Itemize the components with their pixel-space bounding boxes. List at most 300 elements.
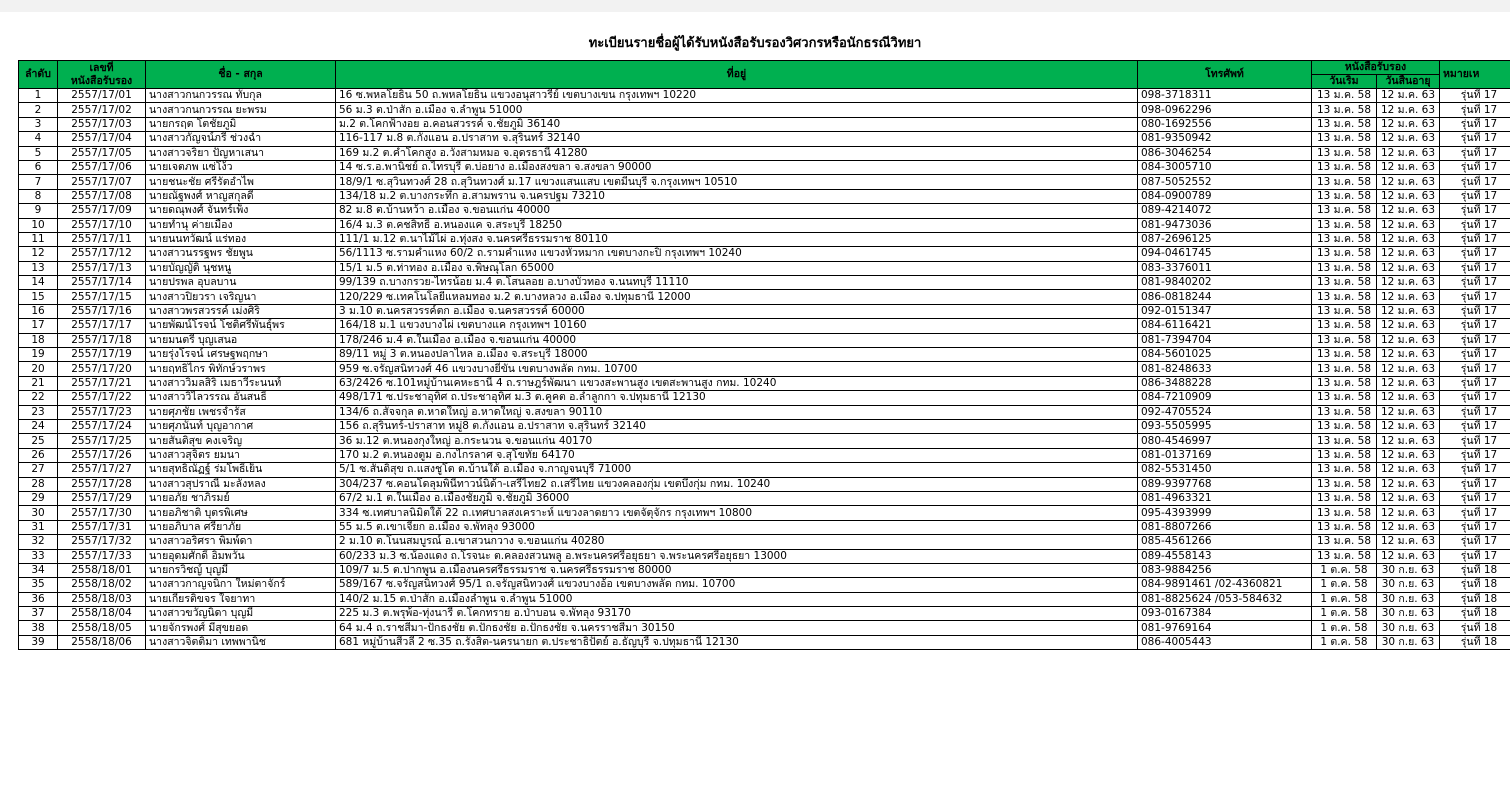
row-no: 30 (19, 506, 58, 520)
row-name: นางสาวสุจิตร ยมนา (146, 448, 336, 462)
row-cert-no: 2557/17/19 (58, 348, 146, 362)
row-batch: รุ่นที่ 17 (1440, 405, 1510, 419)
row-address: ม.2 ต.โคกฟ้างอย อ.คอนสวรรค์ จ.ชัยภูมิ 36140 (336, 117, 1138, 131)
row-expire-date: 12 ม.ค. 63 (1377, 376, 1440, 390)
row-address: 140/2 ม.15 ต.ป่าสัก อ.เมืองลำพูน จ.ลำพูน 51000 (336, 592, 1138, 606)
row-phone: 084-0900789 (1138, 189, 1312, 203)
row-batch: รุ่นที่ 17 (1440, 160, 1510, 174)
row-no: 21 (19, 376, 58, 390)
row-batch: รุ่นที่ 17 (1440, 506, 1510, 520)
table-row (19, 506, 1510, 520)
row-address: 14 ซ.ร.อ.พานิชย์ ถ.ไทรบุรี ต.บ่อยาง อ.เมืองสงขลา จ.สงขลา 90000 (336, 160, 1138, 174)
row-expire-date: 12 ม.ค. 63 (1377, 448, 1440, 462)
table-row (19, 563, 1510, 577)
row-expire-date: 30 ก.ย. 63 (1377, 607, 1440, 621)
row-cert-no: 2558/18/06 (58, 635, 146, 649)
row-start-date: 13 ม.ค. 58 (1312, 419, 1377, 433)
row-phone: 080-4546997 (1138, 434, 1312, 448)
row-cert-no: 2557/17/27 (58, 463, 146, 477)
row-no: 26 (19, 448, 58, 462)
row-start-date: 13 ม.ค. 58 (1312, 232, 1377, 246)
row-cert-no: 2557/17/33 (58, 549, 146, 563)
row-no: 17 (19, 319, 58, 333)
row-expire-date: 12 ม.ค. 63 (1377, 290, 1440, 304)
row-address: 170 ม.2 ต.หนองตูม อ.กงไกรลาศ จ.สุโขทัย 64170 (336, 448, 1138, 462)
row-name: นายนนทวัฒน์ แร่ทอง (146, 232, 336, 246)
row-no: 29 (19, 491, 58, 505)
row-cert-no: 2557/17/24 (58, 419, 146, 433)
row-batch: รุ่นที่ 17 (1440, 434, 1510, 448)
row-name: นายอภิชาติ บุตรพิเศษ (146, 506, 336, 520)
row-cert-no: 2557/17/26 (58, 448, 146, 462)
table-row (19, 491, 1510, 505)
row-phone: 098-3718311 (1138, 89, 1312, 103)
row-address: 56/1113 ซ.รามคำแหง 60/2 ถ.รามคำแหง แขวงหัวหมาก เขตบางกะปิ กรุงเทพฯ 10240 (336, 247, 1138, 261)
row-batch: รุ่นที่ 17 (1440, 535, 1510, 549)
row-cert-no: 2557/17/06 (58, 160, 146, 174)
row-phone: 084-3005710 (1138, 160, 1312, 174)
table-row (19, 146, 1510, 160)
row-address: 89/11 หมู่ 3 ต.หนองปลาไหล อ.เมือง จ.สระบุรี 18000 (336, 348, 1138, 362)
row-no: 27 (19, 463, 58, 477)
row-batch: รุ่นที่ 17 (1440, 175, 1510, 189)
row-batch: รุ่นที่ 18 (1440, 621, 1510, 635)
row-batch: รุ่นที่ 17 (1440, 419, 1510, 433)
row-expire-date: 12 ม.ค. 63 (1377, 247, 1440, 261)
row-expire-date: 12 ม.ค. 63 (1377, 549, 1440, 563)
row-no: 28 (19, 477, 58, 491)
row-cert-no: 2557/17/02 (58, 103, 146, 117)
row-start-date: 13 ม.ค. 58 (1312, 391, 1377, 405)
row-batch: รุ่นที่ 17 (1440, 89, 1510, 103)
row-cert-no: 2557/17/04 (58, 132, 146, 146)
table-row (19, 175, 1510, 189)
row-phone: 087-2696125 (1138, 232, 1312, 246)
row-phone: 081-8825624 /053-584632 (1138, 592, 1312, 606)
row-start-date: 1 ต.ค. 58 (1312, 592, 1377, 606)
row-address: 334 ซ.เทศบาลนิมิตใต้ 22 ถ.เทศบาลสงเคราะห์ แขวงลาดยาว เขตจัตุจักร กรุงเทพฯ 10800 (336, 506, 1138, 520)
row-address: 56 ม.3 ต.ป่าสัก อ.เมือง จ.ลำพูน 51000 (336, 103, 1138, 117)
row-no: 13 (19, 261, 58, 275)
row-cert-no: 2557/17/23 (58, 405, 146, 419)
table-row (19, 348, 1510, 362)
row-name: นายกรฤต โตชัยภูมิ (146, 117, 336, 131)
row-cert-no: 2557/17/16 (58, 304, 146, 318)
row-batch: รุ่นที่ 18 (1440, 578, 1510, 592)
table-row (19, 621, 1510, 635)
row-address: 55 ม.5 ต.เขาเจียก อ.เมือง จ.พัทลุง 93000 (336, 520, 1138, 534)
row-phone: 084-7210909 (1138, 391, 1312, 405)
row-batch: รุ่นที่ 17 (1440, 261, 1510, 275)
row-batch: รุ่นที่ 17 (1440, 103, 1510, 117)
row-address: 64 ม.4 ถ.ราชสีมา-ปักธงชัย ต.ปักธงชัย อ.ปักธงชัย จ.นครราชสีมา 30150 (336, 621, 1138, 635)
row-no: 14 (19, 276, 58, 290)
row-name: นายสันติสุข คงเจริญ (146, 434, 336, 448)
row-phone: 081-0137169 (1138, 448, 1312, 462)
row-batch: รุ่นที่ 17 (1440, 218, 1510, 232)
row-cert-no: 2557/17/15 (58, 290, 146, 304)
row-no: 15 (19, 290, 58, 304)
row-address: 16 ซ.พหลโยธิน 50 ถ.พหลโยธิน แขวงอนุสาวรีย์ เขตบางเขน กรุงเทพฯ 10220 (336, 89, 1138, 103)
row-no: 5 (19, 146, 58, 160)
row-start-date: 13 ม.ค. 58 (1312, 333, 1377, 347)
row-phone: 098-0962296 (1138, 103, 1312, 117)
header-cert-no (58, 61, 146, 89)
row-name: นางสาวจิตติมา เทพพานิช (146, 635, 336, 649)
row-name: นายพัฒน์โรจน์ โชติศรีพันธุ์พร (146, 319, 336, 333)
row-phone: 083-9884256 (1138, 563, 1312, 577)
row-cert-no: 2557/17/08 (58, 189, 146, 203)
row-expire-date: 12 ม.ค. 63 (1377, 506, 1440, 520)
row-batch: รุ่นที่ 17 (1440, 247, 1510, 261)
row-expire-date: 12 ม.ค. 63 (1377, 218, 1440, 232)
row-phone: 086-4005443 (1138, 635, 1312, 649)
row-address: 959 ซ.จรัญสนิทวงศ์ 46 แขวงบางยี่ขัน เขตบางพลัด กทม. 10700 (336, 362, 1138, 376)
row-no: 18 (19, 333, 58, 347)
row-expire-date: 12 ม.ค. 63 (1377, 276, 1440, 290)
row-address: 116-117 ม.8 ต.กังแอน อ.ปราสาท จ.สุรินทร์ 32140 (336, 132, 1138, 146)
row-batch: รุ่นที่ 17 (1440, 463, 1510, 477)
table-row (19, 535, 1510, 549)
row-expire-date: 12 ม.ค. 63 (1377, 160, 1440, 174)
row-expire-date: 12 ม.ค. 63 (1377, 319, 1440, 333)
row-batch: รุ่นที่ 18 (1440, 607, 1510, 621)
table-row (19, 290, 1510, 304)
row-expire-date: 30 ก.ย. 63 (1377, 621, 1440, 635)
row-phone: 092-0151347 (1138, 304, 1312, 318)
row-address: 63/2426 ซ.101หมู่บ้านเคหะธานี 4 ถ.ราษฎร์พัฒนา แขวงสะพานสูง เขตสะพานสูง กทม. 10240 (336, 376, 1138, 390)
table-row (19, 276, 1510, 290)
row-no: 1 (19, 89, 58, 103)
row-name: นายทำนุ ค่ายเมือง (146, 218, 336, 232)
row-no: 34 (19, 563, 58, 577)
header-start: วันเริ่ม (1312, 75, 1377, 89)
row-start-date: 13 ม.ค. 58 (1312, 535, 1377, 549)
registry-rows (19, 89, 1510, 650)
row-batch: รุ่นที่ 17 (1440, 204, 1510, 218)
row-name: นายอภัย ชาภิรมย์ (146, 491, 336, 505)
row-address: 67/2 ม.1 ต.ในเมือง อ.เมืองชัยภูมิ จ.ชัยภูมิ 36000 (336, 491, 1138, 505)
row-expire-date: 12 ม.ค. 63 (1377, 520, 1440, 534)
row-start-date: 13 ม.ค. 58 (1312, 160, 1377, 174)
row-address: 3 ม.10 ต.นครสวรรค์ตก อ.เมือง จ.นครสวรรค์ 60000 (336, 304, 1138, 318)
row-batch: รุ่นที่ 17 (1440, 276, 1510, 290)
row-cert-no: 2557/17/25 (58, 434, 146, 448)
table-row (19, 89, 1510, 103)
row-cert-no: 2557/17/12 (58, 247, 146, 261)
row-batch: รุ่นที่ 17 (1440, 549, 1510, 563)
row-no: 2 (19, 103, 58, 117)
row-address: 225 ม.3 ต.พรุพ้อ-ทุ่งนารี ต.โคกทราย อ.ป่าบอน จ.พัทลุง 93170 (336, 607, 1138, 621)
row-start-date: 13 ม.ค. 58 (1312, 348, 1377, 362)
row-phone: 081-9840202 (1138, 276, 1312, 290)
row-expire-date: 12 ม.ค. 63 (1377, 175, 1440, 189)
row-no: 37 (19, 607, 58, 621)
row-expire-date: 12 ม.ค. 63 (1377, 491, 1440, 505)
row-phone: 081-9350942 (1138, 132, 1312, 146)
top-toolbar-strip (0, 0, 1510, 12)
row-address: 178/246 ม.4 ต.ในเมือง อ.เมือง จ.ขอนแก่น 40000 (336, 333, 1138, 347)
row-expire-date: 12 ม.ค. 63 (1377, 434, 1440, 448)
row-no: 8 (19, 189, 58, 203)
header-cert-no-top: เลขที่ (89, 61, 114, 74)
table-row (19, 103, 1510, 117)
row-start-date: 13 ม.ค. 58 (1312, 491, 1377, 505)
row-cert-no: 2557/17/29 (58, 491, 146, 505)
row-batch: รุ่นที่ 17 (1440, 290, 1510, 304)
row-no: 10 (19, 218, 58, 232)
row-start-date: 13 ม.ค. 58 (1312, 89, 1377, 103)
row-expire-date: 12 ม.ค. 63 (1377, 405, 1440, 419)
row-cert-no: 2557/17/01 (58, 89, 146, 103)
row-cert-no: 2557/17/31 (58, 520, 146, 534)
row-batch: รุ่นที่ 18 (1440, 635, 1510, 649)
row-no: 16 (19, 304, 58, 318)
row-phone: 094-0461745 (1138, 247, 1312, 261)
row-expire-date: 12 ม.ค. 63 (1377, 535, 1440, 549)
table-row (19, 304, 1510, 318)
row-cert-no: 2557/17/22 (58, 391, 146, 405)
row-no: 39 (19, 635, 58, 649)
row-expire-date: 12 ม.ค. 63 (1377, 204, 1440, 218)
registry-table (18, 60, 1510, 650)
row-address: 111/1 ม.12 ต.นาไม้ไผ่ อ.ทุ่งสง จ.นครศรีธรรมราช 80110 (336, 232, 1138, 246)
row-start-date: 1 ต.ค. 58 (1312, 635, 1377, 649)
table-row (19, 477, 1510, 491)
row-expire-date: 12 ม.ค. 63 (1377, 477, 1440, 491)
row-address: 304/237 ซ.คอนโดลุมพินีทาวน์นิด้า-เสรีไทย2 ถ.เสรีไทย แขวงคลองกุ่ม เขตบึงกุ่ม กทม. 10240 (336, 477, 1138, 491)
row-address: 164/18 ม.1 แขวงบางไผ่ เขตบางแค กรุงเทพฯ 10160 (336, 319, 1138, 333)
row-name: นายฤทธิไกร พิทักษ์วราพร (146, 362, 336, 376)
row-batch: รุ่นที่ 17 (1440, 520, 1510, 534)
row-no: 4 (19, 132, 58, 146)
row-address: 36 ม.12 ต.หนองกุงใหญ่ อ.กระนวน จ.ขอนแก่น 40170 (336, 434, 1138, 448)
row-name: นายดณุพงศ์ จันทร์เพ็ง (146, 204, 336, 218)
row-name: นายรุ่งโรจน์ เศรษฐพฤกษา (146, 348, 336, 362)
row-address: 109/7 ม.5 ต.ปากพูน อ.เมืองนครศรีธรรมราช จ.นครศรีธรรมราช 80000 (336, 563, 1138, 577)
row-expire-date: 12 ม.ค. 63 (1377, 348, 1440, 362)
row-start-date: 13 ม.ค. 58 (1312, 261, 1377, 275)
table-row (19, 434, 1510, 448)
row-expire-date: 12 ม.ค. 63 (1377, 304, 1440, 318)
row-expire-date: 30 ก.ย. 63 (1377, 563, 1440, 577)
document-title: ทะเบียนรายชื่อผู้ได้รับหนังสือรับรองวิศวกรหรือนักธรณีวิทยา (588, 36, 922, 51)
row-name: นายปรพล อุบลบาน (146, 276, 336, 290)
row-name: นางสาวจริยา ปัญหาเสนา (146, 146, 336, 160)
row-name: นางสาววิไลวรรณ อันสนธิ์ (146, 391, 336, 405)
row-name: นางสาวอริศรา พิมพ์ดา (146, 535, 336, 549)
row-cert-no: 2557/17/30 (58, 506, 146, 520)
row-phone: 093-5505995 (1138, 419, 1312, 433)
row-start-date: 13 ม.ค. 58 (1312, 247, 1377, 261)
row-phone: 089-4214072 (1138, 204, 1312, 218)
row-batch: รุ่นที่ 17 (1440, 348, 1510, 362)
row-expire-date: 12 ม.ค. 63 (1377, 391, 1440, 405)
row-expire-date: 12 ม.ค. 63 (1377, 146, 1440, 160)
table-row (19, 117, 1510, 131)
row-cert-no: 2557/17/03 (58, 117, 146, 131)
row-expire-date: 12 ม.ค. 63 (1377, 362, 1440, 376)
row-phone: 081-9473036 (1138, 218, 1312, 232)
table-row (19, 607, 1510, 621)
table-row (19, 463, 1510, 477)
row-address: 2 ม.10 ต.โนนสมบูรณ์ อ.เขาสวนกวาง จ.ขอนแก่น 40280 (336, 535, 1138, 549)
row-start-date: 1 ต.ค. 58 (1312, 578, 1377, 592)
row-expire-date: 12 ม.ค. 63 (1377, 419, 1440, 433)
row-start-date: 13 ม.ค. 58 (1312, 290, 1377, 304)
row-phone: 080-1692556 (1138, 117, 1312, 131)
row-start-date: 13 ม.ค. 58 (1312, 218, 1377, 232)
row-no: 32 (19, 535, 58, 549)
row-batch: รุ่นที่ 17 (1440, 189, 1510, 203)
row-address: 169 ม.2 ต.คำโคกสูง อ.วังสามหมอ จ.อุดรธานี 41280 (336, 146, 1138, 160)
row-expire-date: 30 ก.ย. 63 (1377, 578, 1440, 592)
row-name: นายณัฐพงศ์ หาญสกุลดี (146, 189, 336, 203)
row-start-date: 13 ม.ค. 58 (1312, 189, 1377, 203)
row-start-date: 13 ม.ค. 58 (1312, 520, 1377, 534)
row-cert-no: 2557/17/05 (58, 146, 146, 160)
row-name: นายมนตรี บุญเสนอ (146, 333, 336, 347)
row-start-date: 1 ต.ค. 58 (1312, 563, 1377, 577)
row-address: 18/9/1 ซ.สุวินทวงศ์ 28 ถ.สุวินทวงศ์ ม.17 แขวงแสนแสบ เขตมีนบุรี จ.กรุงเทพฯ 10510 (336, 175, 1138, 189)
row-batch: รุ่นที่ 17 (1440, 376, 1510, 390)
row-address: 16/4 ม.3 ต.คชสิทธิ์ อ.หนองแค จ.สระบุรี 18250 (336, 218, 1138, 232)
header-expire: วันสิ้นอายุ (1377, 75, 1440, 89)
row-phone: 087-5052552 (1138, 175, 1312, 189)
table-row (19, 261, 1510, 275)
row-phone: 082-5531450 (1138, 463, 1312, 477)
row-phone: 084-9891461 /02-4360821 (1138, 578, 1312, 592)
row-no: 19 (19, 348, 58, 362)
row-cert-no: 2557/17/10 (58, 218, 146, 232)
row-start-date: 13 ม.ค. 58 (1312, 319, 1377, 333)
row-expire-date: 30 ก.ย. 63 (1377, 592, 1440, 606)
row-start-date: 13 ม.ค. 58 (1312, 405, 1377, 419)
table-row (19, 635, 1510, 649)
row-start-date: 1 ต.ค. 58 (1312, 607, 1377, 621)
row-name: นายอุดมศักดิ์ อิ่มพวัน (146, 549, 336, 563)
row-no: 36 (19, 592, 58, 606)
row-no: 33 (19, 549, 58, 563)
header-no: ลำดับ (19, 61, 58, 89)
row-batch: รุ่นที่ 17 (1440, 362, 1510, 376)
table-row (19, 376, 1510, 390)
row-address: 5/1 ซ.สันติสุข ถ.แสงชูโต ต.บ้านใต้ อ.เมือง จ.กาญจนบุรี 71000 (336, 463, 1138, 477)
header-phone: โทรศัพท์ (1138, 61, 1312, 89)
row-expire-date: 12 ม.ค. 63 (1377, 232, 1440, 246)
table-row (19, 160, 1510, 174)
row-name: นายเกียรติขจร ใจยาทา (146, 592, 336, 606)
row-phone: 086-3488228 (1138, 376, 1312, 390)
row-phone: 081-9769164 (1138, 621, 1312, 635)
row-address: 589/167 ซ.จรัญสนิทวงศ์ 95/1 ถ.จรัญสนิทวงศ์ แขวงบางอ้อ เขตบางพลัด กทม. 10700 (336, 578, 1138, 592)
row-cert-no: 2557/17/07 (58, 175, 146, 189)
row-no: 20 (19, 362, 58, 376)
row-cert-no: 2558/18/05 (58, 621, 146, 635)
table-row (19, 189, 1510, 203)
row-expire-date: 12 ม.ค. 63 (1377, 189, 1440, 203)
row-batch: รุ่นที่ 17 (1440, 117, 1510, 131)
table-row (19, 391, 1510, 405)
row-no: 22 (19, 391, 58, 405)
row-expire-date: 12 ม.ค. 63 (1377, 103, 1440, 117)
row-batch: รุ่นที่ 17 (1440, 333, 1510, 347)
row-start-date: 13 ม.ค. 58 (1312, 434, 1377, 448)
row-name: นางสาวนรรฐพร ชัยพูน (146, 247, 336, 261)
row-batch: รุ่นที่ 17 (1440, 232, 1510, 246)
header-cert-group: หนังสือรับรอง (1312, 61, 1440, 75)
table-row (19, 132, 1510, 146)
row-batch: รุ่นที่ 17 (1440, 477, 1510, 491)
row-cert-no: 2557/17/20 (58, 362, 146, 376)
row-name: นายอภิบาล ศรียาภัย (146, 520, 336, 534)
row-batch: รุ่นที่ 17 (1440, 132, 1510, 146)
row-batch: รุ่นที่ 17 (1440, 491, 1510, 505)
row-no: 38 (19, 621, 58, 635)
row-start-date: 13 ม.ค. 58 (1312, 506, 1377, 520)
row-start-date: 13 ม.ค. 58 (1312, 549, 1377, 563)
table-row (19, 448, 1510, 462)
table-row (19, 592, 1510, 606)
row-expire-date: 12 ม.ค. 63 (1377, 463, 1440, 477)
table-row (19, 405, 1510, 419)
row-address: 134/18 ม.2 ต.บางกระทึก อ.สามพราน จ.นครปฐม 73210 (336, 189, 1138, 203)
row-no: 35 (19, 578, 58, 592)
row-name: นางสาวกัญจน์ภรี ช่วงฉ่ำ (146, 132, 336, 146)
row-name: นางสาวสุปราณี มะลังหลง (146, 477, 336, 491)
table-row (19, 218, 1510, 232)
row-phone: 093-0167384 (1138, 607, 1312, 621)
row-name: นายเจตภพ แซ่โง้ว (146, 160, 336, 174)
row-cert-no: 2558/18/04 (58, 607, 146, 621)
header-note: หมายเห (1440, 61, 1510, 89)
row-name: นางสาวขวัญนิดา บุญมี (146, 607, 336, 621)
row-start-date: 13 ม.ค. 58 (1312, 448, 1377, 462)
row-phone: 089-9397768 (1138, 477, 1312, 491)
row-cert-no: 2558/18/02 (58, 578, 146, 592)
row-phone: 086-3046254 (1138, 146, 1312, 160)
row-cert-no: 2557/17/21 (58, 376, 146, 390)
row-batch: รุ่นที่ 18 (1440, 563, 1510, 577)
row-phone: 089-4558143 (1138, 549, 1312, 563)
row-no: 31 (19, 520, 58, 534)
row-batch: รุ่นที่ 17 (1440, 391, 1510, 405)
row-expire-date: 12 ม.ค. 63 (1377, 333, 1440, 347)
row-address: 681 หมู่บ้านสีวลี 2 ซ.35 ถ.รังสิต-นครนายก ต.ประชาธิปัตย์ อ.ธัญบุรี จ.ปทุมธานี 12130 (336, 635, 1138, 649)
table-row (19, 578, 1510, 592)
table-row (19, 247, 1510, 261)
row-name: นางสาวกาญจนิกา ใหม่ตาจักร์ (146, 578, 336, 592)
row-phone: 081-4963321 (1138, 491, 1312, 505)
row-name: นางสาวกนกวรรณ ทับกุล (146, 89, 336, 103)
row-start-date: 13 ม.ค. 58 (1312, 362, 1377, 376)
row-batch: รุ่นที่ 17 (1440, 448, 1510, 462)
row-no: 7 (19, 175, 58, 189)
row-cert-no: 2558/18/03 (58, 592, 146, 606)
row-cert-no: 2557/17/18 (58, 333, 146, 347)
row-address: 82 ม.8 ต.บ้านหว้า อ.เมือง จ.ขอนแก่น 40000 (336, 204, 1138, 218)
row-phone: 086-0818244 (1138, 290, 1312, 304)
row-name: นางสาวปิยวรา เจริญนา (146, 290, 336, 304)
row-expire-date: 12 ม.ค. 63 (1377, 117, 1440, 131)
row-name: นางสาวพรสวรรค์ เม่งศิริ (146, 304, 336, 318)
row-start-date: 13 ม.ค. 58 (1312, 103, 1377, 117)
row-phone: 084-5601025 (1138, 348, 1312, 362)
table-row (19, 520, 1510, 534)
row-start-date: 13 ม.ค. 58 (1312, 463, 1377, 477)
row-name: นายจักรพงศ์ มีสุขยอด (146, 621, 336, 635)
row-expire-date: 30 ก.ย. 63 (1377, 635, 1440, 649)
